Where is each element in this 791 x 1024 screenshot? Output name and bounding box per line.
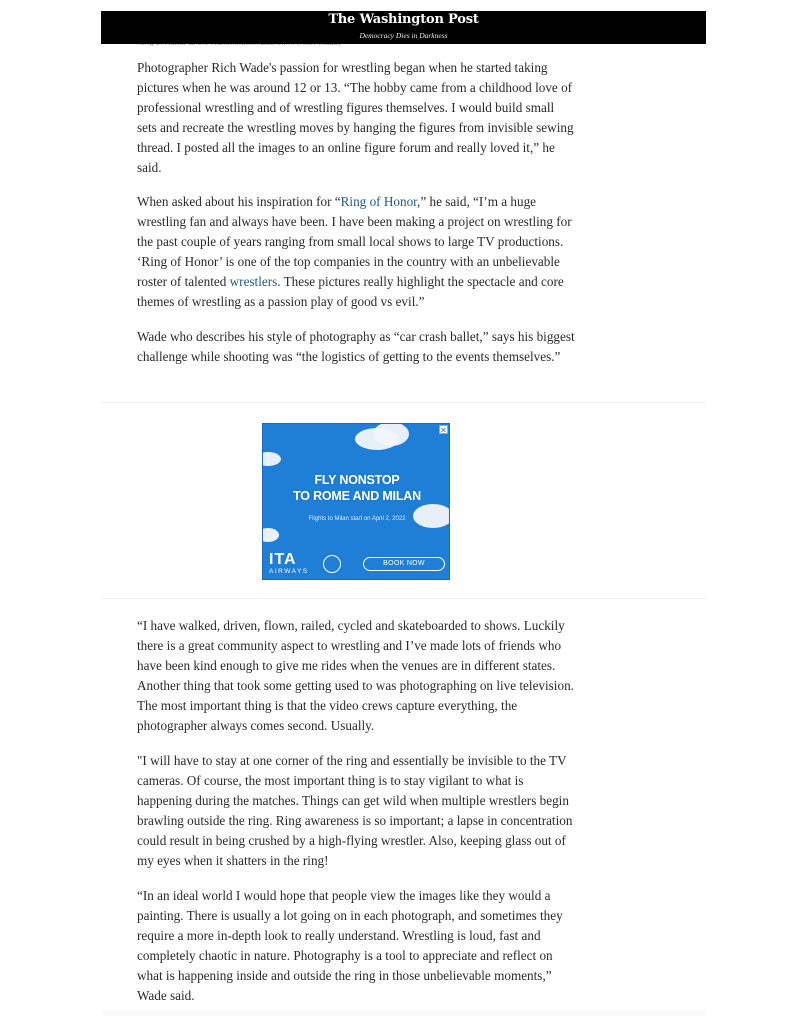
cloud-graphic	[373, 423, 409, 446]
ad-close-icon[interactable]: ✕	[440, 426, 447, 435]
brand-logo-text: ITA	[269, 551, 297, 568]
site-tagline: Democracy Dies in Darkness	[359, 31, 448, 40]
article-paragraph-2	[137, 192, 577, 312]
brand-word-text: AIRWAYS	[269, 568, 309, 575]
page-bottom-band	[101, 1010, 706, 1016]
wrestlers-link[interactable]: wrestlers	[229, 274, 278, 289]
paragraph-text: . These pictures really highlight the spectacle and core themes of wrestling as a passion play of good vs evil.”	[137, 274, 564, 309]
paragraph-text: ,” he said, “I’m a huge wrestling fan and always have been. I have been making a project on wrestling for the past couple of years ranging from small local shows to large TV productions. ‘Ring of Honor’ is one of the top companies in the country with an unbelievable roster of talented	[137, 194, 572, 289]
book-now-button[interactable]: BOOK NOW	[363, 557, 445, 571]
article-paragraph-6: “In an ideal world I would hope that people view the images like they would a painting. There is usually a lot going on in each photograph, and sometimes they require a more in-depth look to really understand. Wrestling is loud, fast and completely chaotic in nature. Photography is a tool to appreciate and reflect on what is happening inside and outside the ring in those unbelievable moments,” Wade said.	[137, 888, 563, 1003]
cloud-graphic	[262, 528, 279, 542]
site-logo[interactable]: The Washington Post	[328, 12, 479, 27]
seal-icon	[323, 555, 341, 573]
ad-subtext: Flights to Milan start on April 2, 2022	[308, 516, 406, 522]
ita-airways-logo	[269, 552, 329, 576]
ad-divider-top	[101, 402, 706, 403]
cloud-graphic	[262, 452, 281, 466]
advertisement[interactable]	[262, 423, 450, 580]
ad-headline-line-1: FLY NONSTOP	[314, 473, 400, 487]
paragraph-text: When asked about his inspiration for “	[137, 194, 341, 209]
article-paragraph-1: Photographer Rich Wade's passion for wrestling began when he started taking pictures when he was around 12 or 13. “The hobby came from a childhood love of professional wrestling and of wrestling figures themselves. I would build small sets and recreate the wrestling moves by hanging the figures from invisible sewing thread. I posted all the images to an online figure forum and really loved it,” he said.	[137, 60, 574, 175]
article-paragraph-3: Wade who describes his style of photography as “car crash ballet,” says his biggest challenge while shooting was “the logistics of getting to the events themselves.”	[137, 329, 575, 364]
article-paragraph-5: "I will have to stay at one corner of the ring and essentially be invisible to the TV cameras. Of course, the most important thing is to stay vigilant to what is happening during the matches. Things can get wild when multiple wrestlers begin brawling outside the ring. Ring awareness is so important; a lapse in concentration could result in being crushed by a high-flying wrestler. Also, keeping glass out of my eyes when it shatters in the ring!	[137, 753, 573, 868]
ad-divider-bottom	[101, 598, 706, 599]
ad-headline-line-2: TO ROME AND MILAN	[293, 489, 421, 503]
article-paragraph-4: “I have walked, driven, flown, railed, cycled and skateboarded to shows. Luckily there is a great community aspect to wrestling and I’ve made lots of friends who have been kind enough to give me rides when the venues are in different states. Another thing that took some getting used to was photographing on live television. The most important thing is that the video crews capture everything, the photographer always comes second. Usually.	[137, 618, 574, 733]
ring-of-honor-link[interactable]: Ring of Honor	[340, 194, 418, 209]
masthead	[101, 11, 706, 44]
